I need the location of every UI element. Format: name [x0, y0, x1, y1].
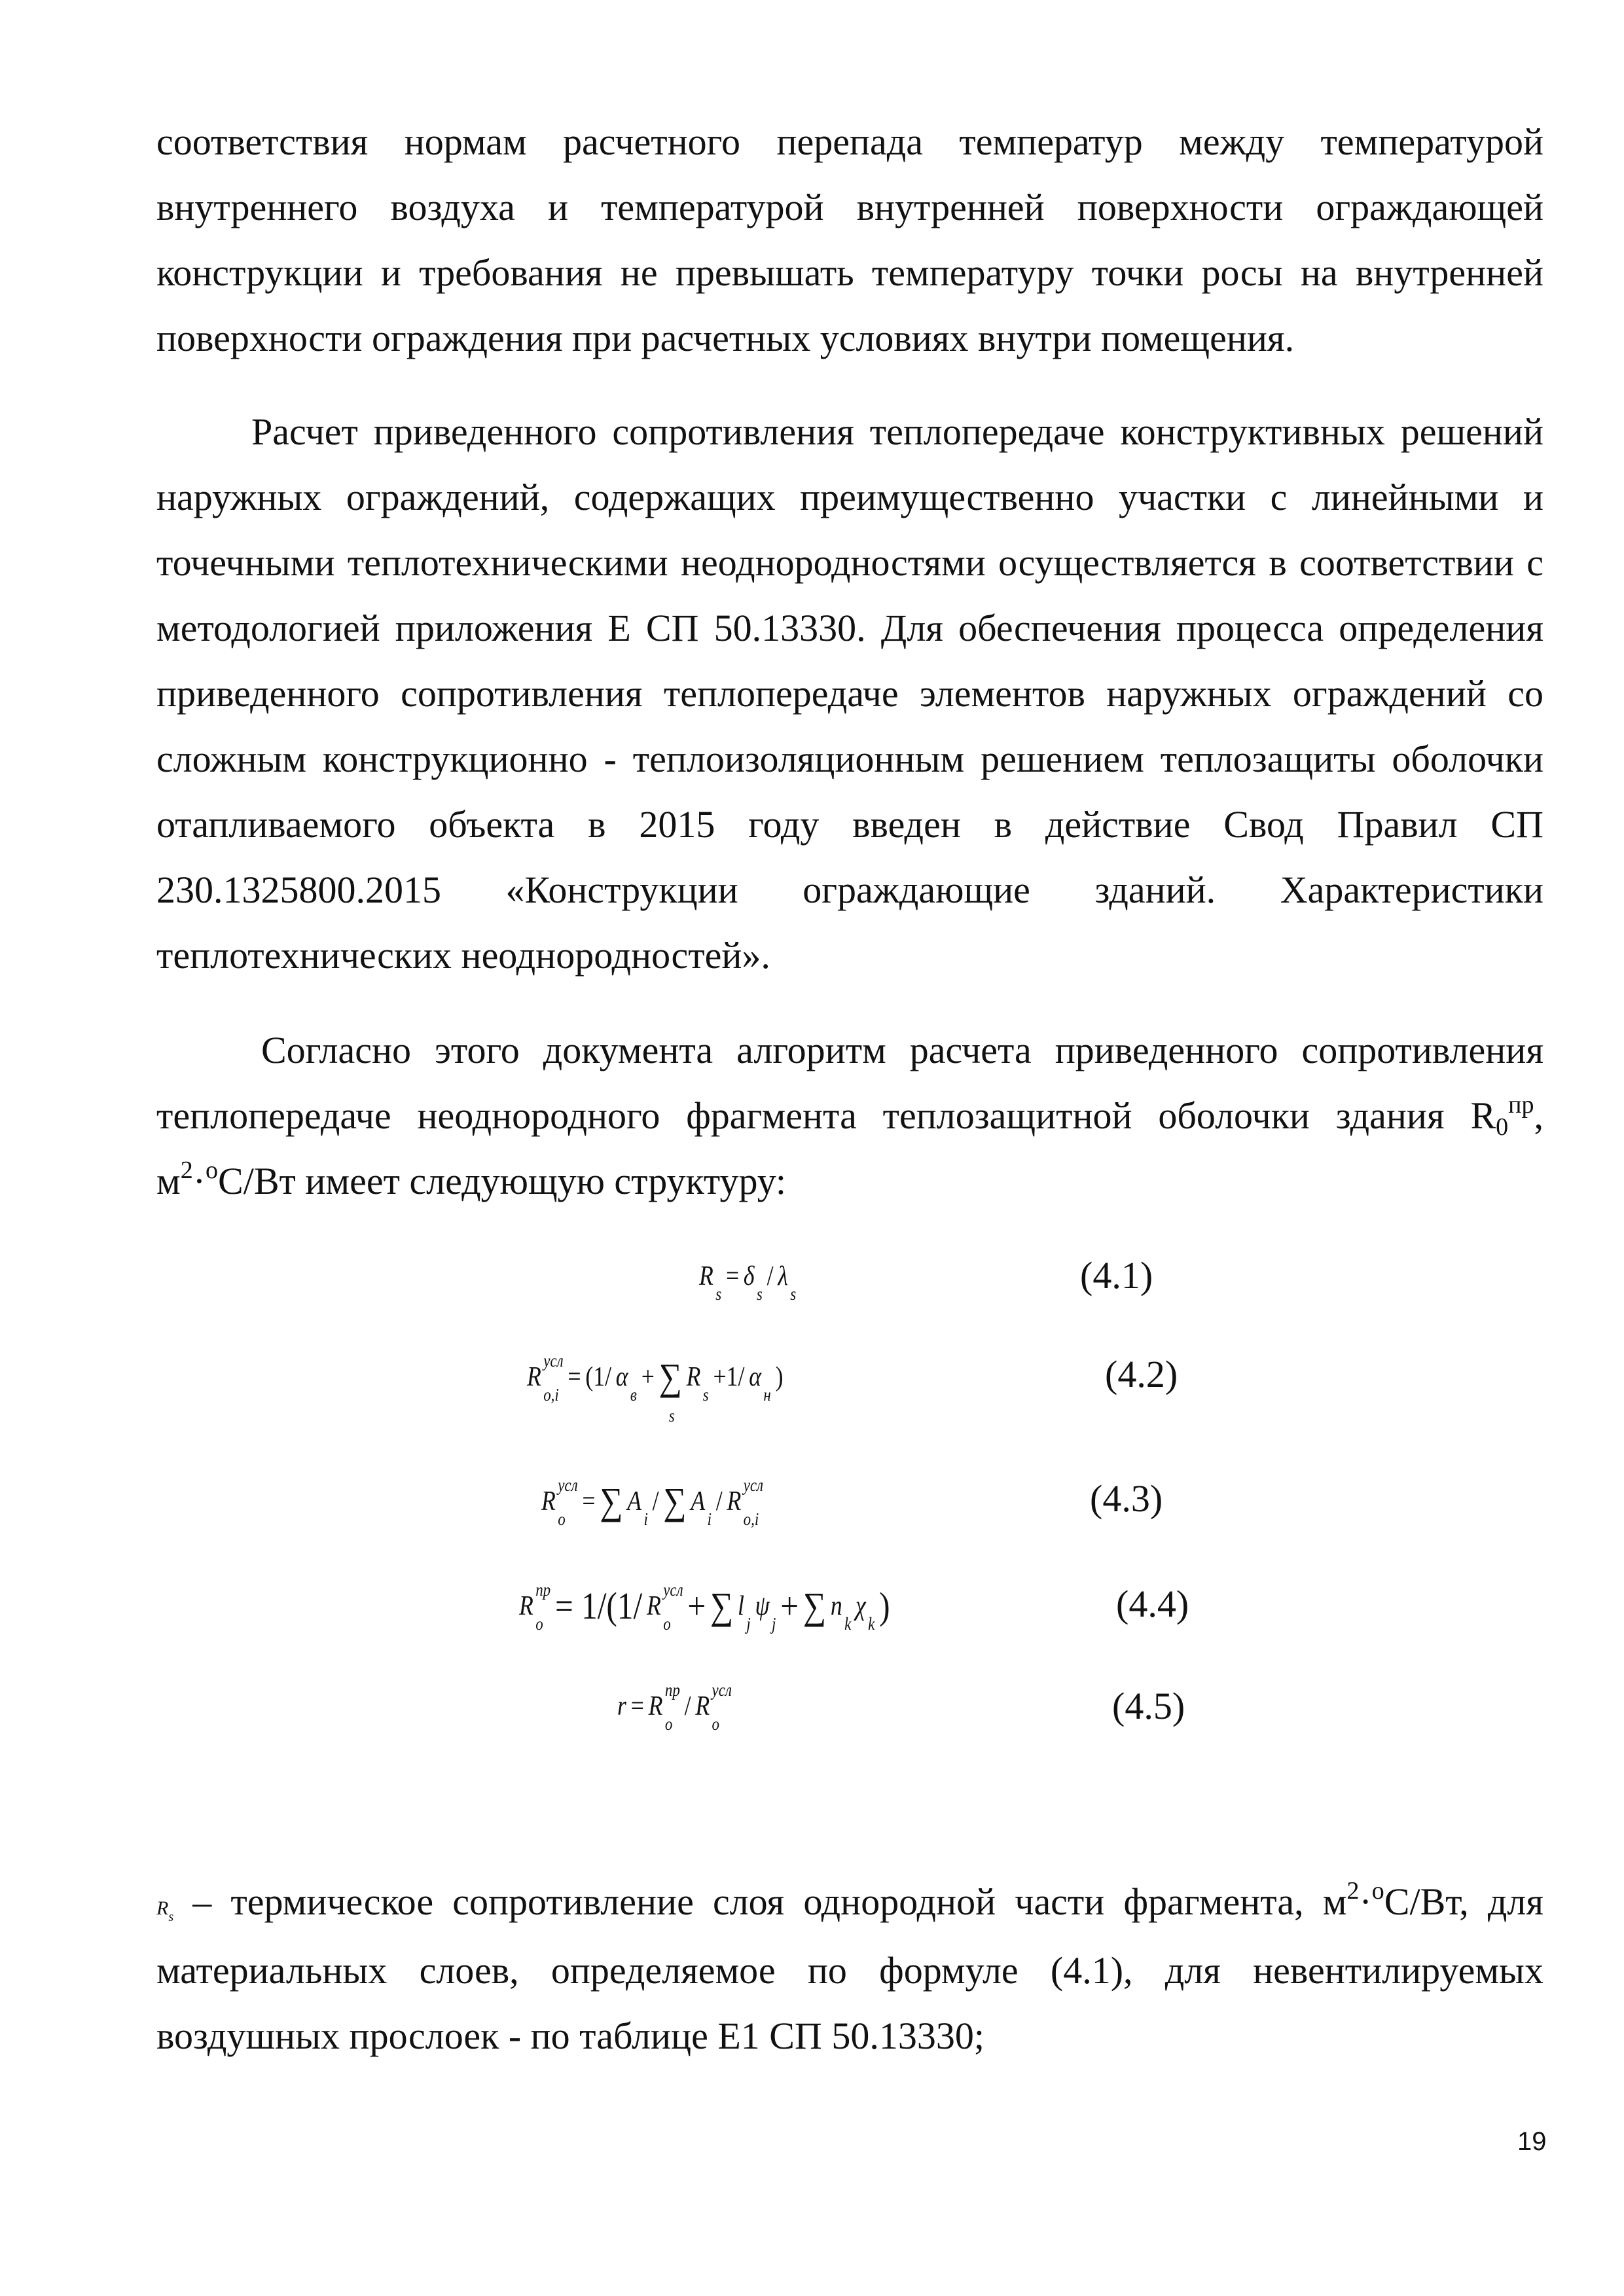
symbol-base: =: [725, 1261, 740, 1291]
superscript: 2: [1346, 1877, 1360, 1905]
subscript: k: [868, 1613, 875, 1634]
subscript: j: [772, 1613, 776, 1634]
symbol-base: R: [527, 1361, 541, 1392]
indices: [712, 1680, 732, 1734]
indices: [746, 1587, 751, 1634]
subscript: i: [707, 1509, 712, 1529]
superscript: [630, 1351, 637, 1371]
definition-paragraph: [156, 1866, 1543, 2069]
superscript: пр: [1508, 1091, 1534, 1119]
superscript: [772, 1580, 776, 1600]
page-number: 19: [1517, 2127, 1547, 2156]
sum-symbol: [659, 1355, 682, 1426]
superscript: [763, 1351, 770, 1371]
superscript: 2: [180, 1157, 193, 1184]
superscript: [643, 1475, 647, 1495]
symbol-base: α: [615, 1361, 628, 1392]
symbol-base: α: [749, 1361, 761, 1392]
indices: [743, 1475, 764, 1529]
operator: [687, 1584, 706, 1628]
symbol-base: n: [830, 1590, 842, 1621]
subscript: s: [790, 1284, 797, 1304]
superscript: [703, 1351, 709, 1371]
operator: [726, 1261, 739, 1292]
indices: [756, 1257, 763, 1304]
math-symbol: [743, 1257, 763, 1304]
symbol-base: /: [715, 1486, 723, 1516]
symbol-base: r: [617, 1691, 626, 1721]
subscript: i: [643, 1509, 648, 1529]
formula-4-4: [519, 1579, 894, 1634]
symbol-base: /: [684, 1691, 691, 1721]
symbol-base: R: [647, 1590, 661, 1621]
symbol-base: ∑: [803, 1585, 827, 1627]
indices: [702, 1357, 709, 1405]
operator: [631, 1691, 644, 1722]
sum-symbol: [600, 1479, 623, 1523]
text-line: наружных ограждений, содержащих преимущественно участки с линейными и: [156, 476, 1543, 518]
superscript: усл: [712, 1680, 732, 1700]
text-line: внутреннего воздуха и температурой внутренней поверхности ограждающей: [156, 186, 1543, 228]
symbol-base: R: [648, 1691, 663, 1721]
symbol-base: R: [519, 1590, 533, 1621]
subscript: k: [844, 1613, 852, 1634]
superscript: усл: [543, 1350, 564, 1371]
equation-number: (4.2): [1105, 1353, 1178, 1395]
text-line: [156, 1149, 1543, 1214]
sum-limit: s: [668, 1406, 675, 1426]
subscript: s: [756, 1284, 763, 1304]
math-symbol: [778, 1257, 797, 1304]
operator: [641, 1361, 655, 1393]
text-line: [156, 1083, 1543, 1149]
operator: [716, 1486, 723, 1517]
equation-number: (4.5): [1112, 1685, 1185, 1727]
line-text: – термическое сопротивление слоя однородной части фрагмента, м: [173, 1880, 1347, 1923]
symbol-base: R: [699, 1261, 713, 1291]
symbol-base: R: [727, 1486, 742, 1516]
operator: [585, 1361, 611, 1393]
indices: [558, 1475, 578, 1529]
symbol-base: ∑: [659, 1355, 682, 1398]
symbol-base: ∑: [710, 1585, 734, 1627]
symbol-base: χ: [856, 1590, 866, 1621]
sum-symbol: [803, 1584, 826, 1628]
math-symbol: [647, 1579, 683, 1634]
superscript: [790, 1250, 796, 1270]
indices: [715, 1257, 722, 1304]
text-line: конструкции и требования не превышать температуру точки росы на внутренней: [156, 251, 1543, 294]
superscript: [746, 1580, 750, 1600]
line-text: С/Вт имеет следующую структуру:: [218, 1160, 787, 1202]
text-line: точечными теплотехническими неоднородностями осуществляется в соответствии с: [156, 541, 1543, 584]
superscript: [757, 1250, 763, 1270]
operator: [776, 1361, 784, 1393]
indices: [664, 1680, 680, 1734]
line-text: С/Вт, для: [1384, 1880, 1544, 1923]
math-symbol: [648, 1680, 680, 1734]
superscript: усл: [558, 1475, 578, 1495]
subscript: 0: [1496, 1113, 1509, 1141]
subscript: o: [663, 1613, 671, 1634]
equation-number: (4.3): [1090, 1477, 1163, 1520]
text-line: сложным конструкционно - теплоизоляционным решением теплозащиты оболочки: [156, 738, 1543, 780]
math-symbol: [749, 1357, 771, 1405]
subscript: в: [630, 1384, 637, 1405]
subscript: o: [664, 1714, 673, 1734]
symbol-base: ): [879, 1585, 890, 1627]
subscript: s: [702, 1384, 709, 1405]
math-symbol: [617, 1691, 626, 1722]
symbol-base: λ: [778, 1261, 788, 1291]
indices: [543, 1350, 564, 1405]
math-symbol: [691, 1482, 712, 1529]
formula-4-3: [541, 1475, 768, 1529]
indices: [535, 1579, 551, 1634]
symbol-base: +1/: [713, 1361, 745, 1392]
indices: [868, 1587, 875, 1634]
text-line: Согласно этого документа алгоритм расчета приведенного сопротивления: [261, 1029, 1543, 1071]
operator: [653, 1486, 659, 1517]
symbol-base: ): [775, 1361, 784, 1392]
text-line: [156, 1866, 1543, 1938]
symbol-base: A: [627, 1486, 642, 1516]
equation-number: (4.1): [1080, 1254, 1153, 1297]
unit-dot: ·: [1359, 1880, 1372, 1923]
indices: [630, 1357, 637, 1405]
symbol-base: =: [582, 1486, 596, 1516]
superscript: о: [206, 1157, 219, 1184]
math-symbol: [541, 1475, 578, 1529]
operator: [555, 1584, 642, 1628]
indices: [844, 1587, 852, 1634]
equation-number: (4.4): [1116, 1583, 1189, 1625]
math-symbol: [755, 1587, 776, 1634]
operator: [767, 1261, 774, 1292]
sum-symbol: [710, 1584, 733, 1628]
symbol-base: /: [767, 1261, 774, 1291]
symbol-base: (1/: [585, 1361, 611, 1392]
superscript: пр: [535, 1579, 551, 1600]
indices: [763, 1357, 771, 1405]
math-symbol: [737, 1587, 751, 1634]
math-symbol: [527, 1350, 564, 1405]
symbol-base: ∑: [663, 1480, 687, 1522]
symbol-r: R: [156, 1897, 169, 1919]
paragraph-1: [156, 109, 1543, 371]
text-line: Расчет приведенного сопротивления теплопередаче конструктивных решений: [251, 410, 1543, 453]
math-symbol: [830, 1587, 852, 1634]
line-text: теплопередаче неоднородного фрагмента теплозащитной оболочки здания R: [156, 1094, 1496, 1137]
math-symbol: [627, 1482, 648, 1529]
indices: [707, 1482, 712, 1529]
subscript: j: [746, 1613, 751, 1634]
math-symbol: [727, 1475, 764, 1529]
paragraph-3: [156, 1018, 1543, 1214]
sum-symbol: [663, 1479, 686, 1523]
subscript: o: [712, 1714, 720, 1734]
formula-4-2: [527, 1350, 787, 1426]
symbol-base: = 1/(1/: [554, 1585, 643, 1627]
unit-m: м: [156, 1160, 181, 1202]
symbol-base: ∑: [600, 1480, 623, 1522]
operator: [685, 1691, 691, 1722]
formula-4-5: [617, 1680, 736, 1734]
formula-4-1: [699, 1257, 801, 1304]
math-symbol: [699, 1257, 722, 1304]
superscript: [844, 1580, 851, 1600]
text-line: приведенного сопротивления теплопередаче элементов наружных ограждений со: [156, 672, 1543, 715]
text-line: методологией приложения Е СП 50.13330. Для обеспечения процесса определения: [156, 607, 1543, 649]
symbol-base: δ: [743, 1261, 755, 1291]
operator: [713, 1361, 745, 1393]
operator: [568, 1361, 581, 1393]
subscript: s: [168, 1910, 174, 1924]
subscript: o: [535, 1613, 543, 1634]
math-symbol: [856, 1587, 875, 1634]
subscript: o: [558, 1509, 566, 1529]
symbol-base: R: [695, 1691, 710, 1721]
symbol-base: +: [780, 1585, 799, 1627]
superscript: пр: [664, 1680, 680, 1700]
indices: [663, 1579, 683, 1634]
superscript: [708, 1475, 712, 1495]
text-line: материальных слоев, определяемое по формуле (4.1), для невентилируемых: [156, 1949, 1543, 1992]
subscript: н: [763, 1384, 771, 1405]
symbol-base: ψ: [755, 1590, 770, 1621]
symbol-base: A: [691, 1486, 706, 1516]
unit-dot: ·: [192, 1160, 206, 1202]
symbol-base: =: [568, 1361, 581, 1392]
text-line: 230.1325800.2015 «Конструкции ограждающие зданий. Характеристики: [156, 869, 1543, 911]
symbol-base: R: [541, 1486, 556, 1516]
superscript: усл: [663, 1579, 683, 1600]
indices: [643, 1482, 648, 1529]
symbol-base: l: [737, 1590, 744, 1621]
math-symbol: [695, 1680, 732, 1734]
symbol-base: +: [687, 1585, 706, 1627]
text-line: теплотехнических неоднородностей».: [156, 934, 770, 977]
superscript: усл: [743, 1475, 764, 1495]
symbol-base: R: [686, 1361, 701, 1392]
superscript: [715, 1250, 721, 1270]
operator: [582, 1486, 595, 1517]
subscript: s: [715, 1284, 722, 1304]
indices: [790, 1257, 797, 1304]
symbol-base: +: [641, 1361, 655, 1392]
superscript: о: [1371, 1877, 1384, 1905]
superscript: [868, 1580, 875, 1600]
text-line: отапливаемого объекта в 2015 году введен в действие Свод Правил СП: [156, 803, 1543, 846]
text-line: воздушных прослоек - по таблице Е1 СП 50.13330;: [156, 2015, 984, 2057]
text-line: соответствия нормам расчетного перепада температур между температурой: [156, 120, 1543, 163]
subscript: o,i: [743, 1509, 759, 1529]
indices: [772, 1587, 776, 1634]
operator: [780, 1584, 799, 1628]
symbol-base: /: [652, 1486, 659, 1516]
math-symbol: [519, 1579, 551, 1634]
math-symbol: [615, 1357, 637, 1405]
comma: ,: [1534, 1094, 1543, 1137]
subscript: o,i: [543, 1384, 559, 1405]
operator: [879, 1584, 890, 1628]
paragraph-2: [156, 399, 1543, 988]
text-line: поверхности ограждения при расчетных условиях внутри помещения.: [156, 317, 1295, 359]
symbol-base: =: [630, 1691, 644, 1721]
math-symbol: [686, 1357, 709, 1405]
